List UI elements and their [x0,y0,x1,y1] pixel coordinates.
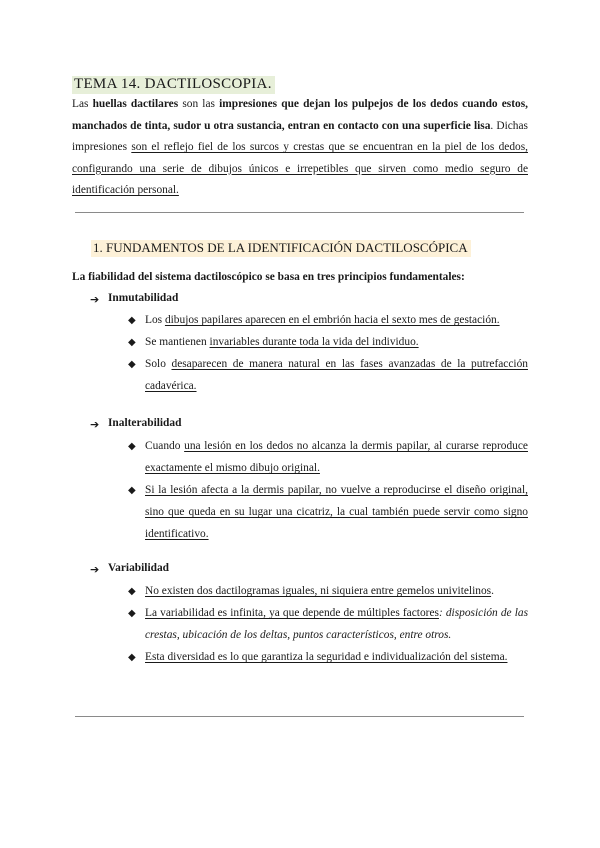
bullet-underlined: La variabilidad es infinita, ya que depende de múltiples factores [145,607,439,619]
list-item [145,309,528,331]
arrow-icon: ➔ [90,563,100,576]
bullet-text: Cuando [145,440,185,452]
list-item [145,435,528,479]
arrow-icon: ➔ [90,418,100,431]
diamond-bullet-icon: ◆ [128,441,136,452]
diamond-bullet-icon: ◆ [128,608,136,619]
bullet-underlined: invariables durante toda la vida del individuo. [209,336,419,348]
page-title: TEMA 14. DACTILOSCOPIA. [72,76,275,94]
list-item [145,353,528,397]
list-item [145,602,528,646]
divider-bottom [75,716,524,717]
bullet-underlined: No existen dos dactilogramas iguales, ni siquiera entre gemelos univitelinos [145,585,492,597]
intro-text-2: son las [178,98,220,110]
principle-inalterabilidad: Inalterabilidad [108,417,182,429]
bullet-text: Se mantienen [145,336,210,348]
list-item [145,479,528,545]
bullet-italic: : disposición de las crestas, ubicación de los deltas, puntos característicos, entre otros. [145,607,528,641]
intro-text-3: . Dichas impresiones [72,119,528,153]
diamond-bullet-icon: ◆ [128,359,136,370]
divider-top [75,212,524,213]
bullet-underlined: una lesión en los dedos no alcanza la dermis papilar, al curarse reproduce exactamente el mismo dibujo original. [145,440,528,474]
bullet-text: Los [145,314,165,326]
section-lead: La fiabilidad del sistema dactiloscópico se basa en tres principios fundamentales: [72,271,465,283]
intro-term-fingerprints: huellas dactilares [92,98,179,110]
intro-underlined: son el reflejo fiel de los surcos y crestas que se encuentran en la piel de los dedos, configurando una serie de dibujos únicos e irrepetibles que sirven como medio seguro de identificación personal. [72,141,528,196]
principle-inmutabilidad: Inmutabilidad [108,292,179,304]
arrow-icon: ➔ [90,293,100,306]
diamond-bullet-icon: ◆ [128,337,136,348]
list-item [145,580,528,602]
bullet-underlined: desaparecen de manera natural en las fases avanzadas de la putrefacción cadavérica. [145,358,528,392]
diamond-bullet-icon: ◆ [128,315,136,326]
intro-definition: impresiones que dejan los pulpejos de los dedos cuando estos, manchados de tinta, sudor u otra sustancia, entran en contacto con una superficie lisa [72,98,528,132]
diamond-bullet-icon: ◆ [128,652,136,663]
section-heading: 1. FUNDAMENTOS DE LA IDENTIFICACIÓN DACTILOSCÓPICA [91,240,471,257]
bullet-underlined: dibujos papilares aparecen en el embrión hacia el sexto mes de gestación. [164,314,500,326]
diamond-bullet-icon: ◆ [128,586,136,597]
bullet-text: Solo [145,358,172,370]
principle-variabilidad: Variabilidad [108,562,169,574]
list-item [145,646,528,668]
list-item [145,331,528,353]
bullet-underlined: Si la lesión afecta a la dermis papilar, no vuelve a reproducirse el diseño original, sino que queda en su lugar una cicatriz, la cual también puede servir como signo identificativo. [145,484,528,540]
diamond-bullet-icon: ◆ [128,485,136,496]
intro-paragraph [72,94,528,202]
bullet-underlined: Esta diversidad es lo que garantiza la seguridad e individualización del sistema. [145,651,508,663]
bullet-text: . [491,585,494,597]
intro-text-1: Las [72,98,93,110]
